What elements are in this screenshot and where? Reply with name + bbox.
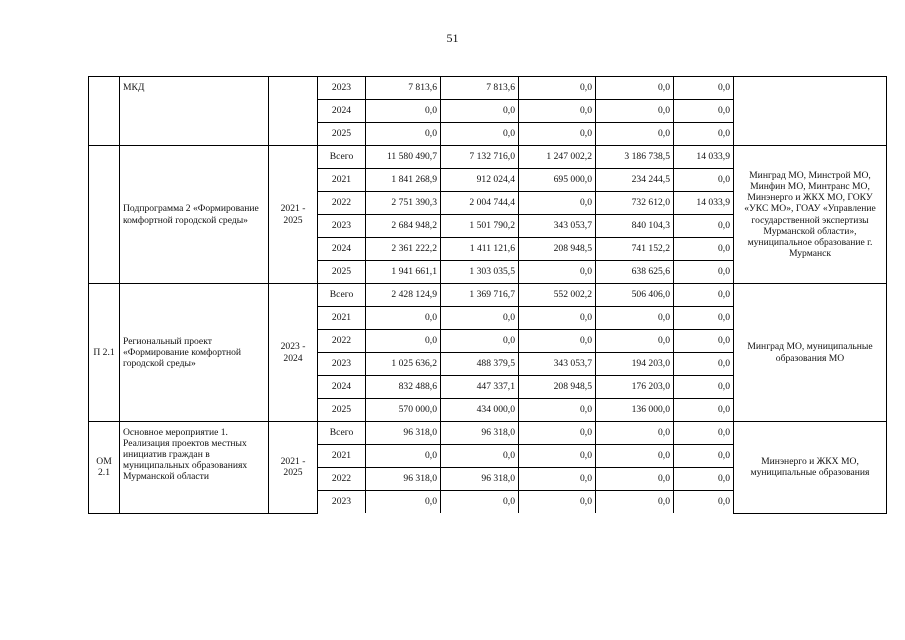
amount-cell-3: 0,0 (519, 491, 596, 514)
amount-cell-3: 0,0 (519, 445, 596, 468)
amount-cell-3: 0,0 (519, 330, 596, 353)
year-cell: 2024 (318, 238, 366, 261)
amount-cell-4: 732 612,0 (596, 192, 674, 215)
amount-cell-1: 0,0 (366, 307, 441, 330)
amount-cell-1: 11 580 490,7 (366, 146, 441, 169)
period-cell: 2021 - 2025 (269, 422, 318, 514)
amount-cell-1: 1 025 636,2 (366, 353, 441, 376)
amount-cell-5: 0,0 (674, 445, 734, 468)
amount-cell-4: 840 104,3 (596, 215, 674, 238)
amount-cell-2: 0,0 (441, 100, 519, 123)
amount-cell-5: 0,0 (674, 353, 734, 376)
year-cell: 2021 (318, 169, 366, 192)
period-cell: 2023 - 2024 (269, 284, 318, 422)
amount-cell-2: 434 000,0 (441, 399, 519, 422)
amount-cell-4: 3 186 738,5 (596, 146, 674, 169)
amount-cell-5: 14 033,9 (674, 146, 734, 169)
amount-cell-2: 96 318,0 (441, 422, 519, 445)
amount-cell-4: 0,0 (596, 77, 674, 100)
year-cell: 2024 (318, 376, 366, 399)
year-cell: 2025 (318, 399, 366, 422)
amount-cell-3: 695 000,0 (519, 169, 596, 192)
amount-cell-3: 208 948,5 (519, 238, 596, 261)
amount-cell-2: 7 813,6 (441, 77, 519, 100)
amount-cell-4: 0,0 (596, 123, 674, 146)
responsible-cell: Минград МО, муниципальные образования МО (734, 284, 887, 422)
amount-cell-4: 0,0 (596, 307, 674, 330)
amount-cell-5: 0,0 (674, 77, 734, 100)
amount-cell-4: 176 203,0 (596, 376, 674, 399)
amount-cell-5: 0,0 (674, 330, 734, 353)
amount-cell-5: 0,0 (674, 376, 734, 399)
amount-cell-2: 0,0 (441, 123, 519, 146)
amount-cell-5: 0,0 (674, 399, 734, 422)
table-row (89, 284, 887, 307)
amount-cell-1: 1 841 268,9 (366, 169, 441, 192)
amount-cell-5: 0,0 (674, 238, 734, 261)
amount-cell-2: 1 369 716,7 (441, 284, 519, 307)
amount-cell-3: 343 053,7 (519, 215, 596, 238)
amount-cell-1: 2 684 948,2 (366, 215, 441, 238)
amount-cell-5: 0,0 (674, 100, 734, 123)
amount-cell-2: 0,0 (441, 445, 519, 468)
amount-cell-3: 0,0 (519, 123, 596, 146)
amount-cell-5: 0,0 (674, 422, 734, 445)
period-cell (269, 77, 318, 146)
budget-table (88, 76, 887, 514)
amount-cell-3: 343 053,7 (519, 353, 596, 376)
year-cell: 2023 (318, 77, 366, 100)
year-cell: 2025 (318, 261, 366, 284)
amount-cell-3: 0,0 (519, 307, 596, 330)
amount-cell-1: 7 813,6 (366, 77, 441, 100)
amount-cell-1: 2 751 390,3 (366, 192, 441, 215)
amount-cell-5: 0,0 (674, 261, 734, 284)
amount-cell-4: 0,0 (596, 330, 674, 353)
year-cell: 2025 (318, 123, 366, 146)
year-cell: 2021 (318, 445, 366, 468)
year-cell: 2023 (318, 215, 366, 238)
year-cell: 2022 (318, 330, 366, 353)
amount-cell-4: 0,0 (596, 422, 674, 445)
amount-cell-2: 0,0 (441, 330, 519, 353)
amount-cell-4: 0,0 (596, 445, 674, 468)
year-cell: 2023 (318, 353, 366, 376)
amount-cell-4: 194 203,0 (596, 353, 674, 376)
amount-cell-3: 0,0 (519, 261, 596, 284)
amount-cell-2: 96 318,0 (441, 468, 519, 491)
amount-cell-2: 0,0 (441, 307, 519, 330)
amount-cell-2: 7 132 716,0 (441, 146, 519, 169)
program-name-cell: МКД (120, 77, 269, 146)
amount-cell-1: 0,0 (366, 445, 441, 468)
amount-cell-2: 0,0 (441, 491, 519, 514)
amount-cell-5: 0,0 (674, 468, 734, 491)
amount-cell-4: 741 152,2 (596, 238, 674, 261)
amount-cell-2: 1 501 790,2 (441, 215, 519, 238)
amount-cell-3: 0,0 (519, 77, 596, 100)
program-name-cell: Подпрограмма 2 «Формирование комфортной городской среды» (120, 146, 269, 284)
amount-cell-1: 2 361 222,2 (366, 238, 441, 261)
amount-cell-5: 14 033,9 (674, 192, 734, 215)
amount-cell-4: 506 406,0 (596, 284, 674, 307)
amount-cell-2: 912 024,4 (441, 169, 519, 192)
amount-cell-3: 208 948,5 (519, 376, 596, 399)
amount-cell-1: 96 318,0 (366, 422, 441, 445)
page-number: 51 (446, 31, 459, 45)
amount-cell-4: 0,0 (596, 100, 674, 123)
table-row (89, 422, 887, 445)
year-cell: 2021 (318, 307, 366, 330)
amount-cell-5: 0,0 (674, 169, 734, 192)
year-cell: Всего (318, 422, 366, 445)
program-name-cell: Основное мероприятие 1. Реализация проектов местных инициатив граждан в муниципальных образованиях Мурманской области (120, 422, 269, 514)
page-bottom-margin (0, 528, 905, 640)
amount-cell-3: 0,0 (519, 192, 596, 215)
row-code-cell: ОМ 2.1 (89, 422, 120, 514)
amount-cell-3: 1 247 002,2 (519, 146, 596, 169)
year-cell: 2024 (318, 100, 366, 123)
amount-cell-1: 570 000,0 (366, 399, 441, 422)
amount-cell-1: 0,0 (366, 100, 441, 123)
amount-cell-5: 0,0 (674, 123, 734, 146)
period-cell: 2021 - 2025 (269, 146, 318, 284)
year-cell: Всего (318, 284, 366, 307)
amount-cell-1: 1 941 661,1 (366, 261, 441, 284)
amount-cell-5: 0,0 (674, 215, 734, 238)
amount-cell-3: 0,0 (519, 468, 596, 491)
amount-cell-3: 0,0 (519, 422, 596, 445)
amount-cell-1: 2 428 124,9 (366, 284, 441, 307)
responsible-cell (734, 77, 887, 146)
amount-cell-1: 0,0 (366, 491, 441, 514)
amount-cell-5: 0,0 (674, 284, 734, 307)
year-cell: 2022 (318, 468, 366, 491)
amount-cell-3: 0,0 (519, 100, 596, 123)
amount-cell-2: 2 004 744,4 (441, 192, 519, 215)
program-name-cell: Региональный проект «Формирование комфортной городской среды» (120, 284, 269, 422)
amount-cell-4: 234 244,5 (596, 169, 674, 192)
amount-cell-1: 0,0 (366, 123, 441, 146)
responsible-cell: Минэнерго и ЖКХ МО, муниципальные образования (734, 422, 887, 514)
amount-cell-1: 0,0 (366, 330, 441, 353)
amount-cell-4: 0,0 (596, 491, 674, 514)
row-code-cell (89, 77, 120, 146)
amount-cell-2: 1 411 121,6 (441, 238, 519, 261)
responsible-cell: Минград МО, Минстрой МО, Минфин МО, Минтранс МО, Минэнерго и ЖКХ МО, ГОКУ «УКС МО», ГОАУ «Управление государственной экспертизы Мурманской области», муниципальное образование г. Мурманск (734, 146, 887, 284)
amount-cell-3: 0,0 (519, 399, 596, 422)
year-cell: 2023 (318, 491, 366, 514)
row-code-cell (89, 146, 120, 284)
amount-cell-2: 488 379,5 (441, 353, 519, 376)
amount-cell-4: 0,0 (596, 468, 674, 491)
amount-cell-2: 447 337,1 (441, 376, 519, 399)
amount-cell-5: 0,0 (674, 307, 734, 330)
amount-cell-4: 136 000,0 (596, 399, 674, 422)
table-row (89, 77, 887, 100)
year-cell: Всего (318, 146, 366, 169)
year-cell: 2022 (318, 192, 366, 215)
amount-cell-4: 638 625,6 (596, 261, 674, 284)
amount-cell-1: 96 318,0 (366, 468, 441, 491)
row-code-cell: П 2.1 (89, 284, 120, 422)
amount-cell-2: 1 303 035,5 (441, 261, 519, 284)
amount-cell-5: 0,0 (674, 491, 734, 514)
amount-cell-3: 552 002,2 (519, 284, 596, 307)
table-row (89, 146, 887, 169)
amount-cell-1: 832 488,6 (366, 376, 441, 399)
